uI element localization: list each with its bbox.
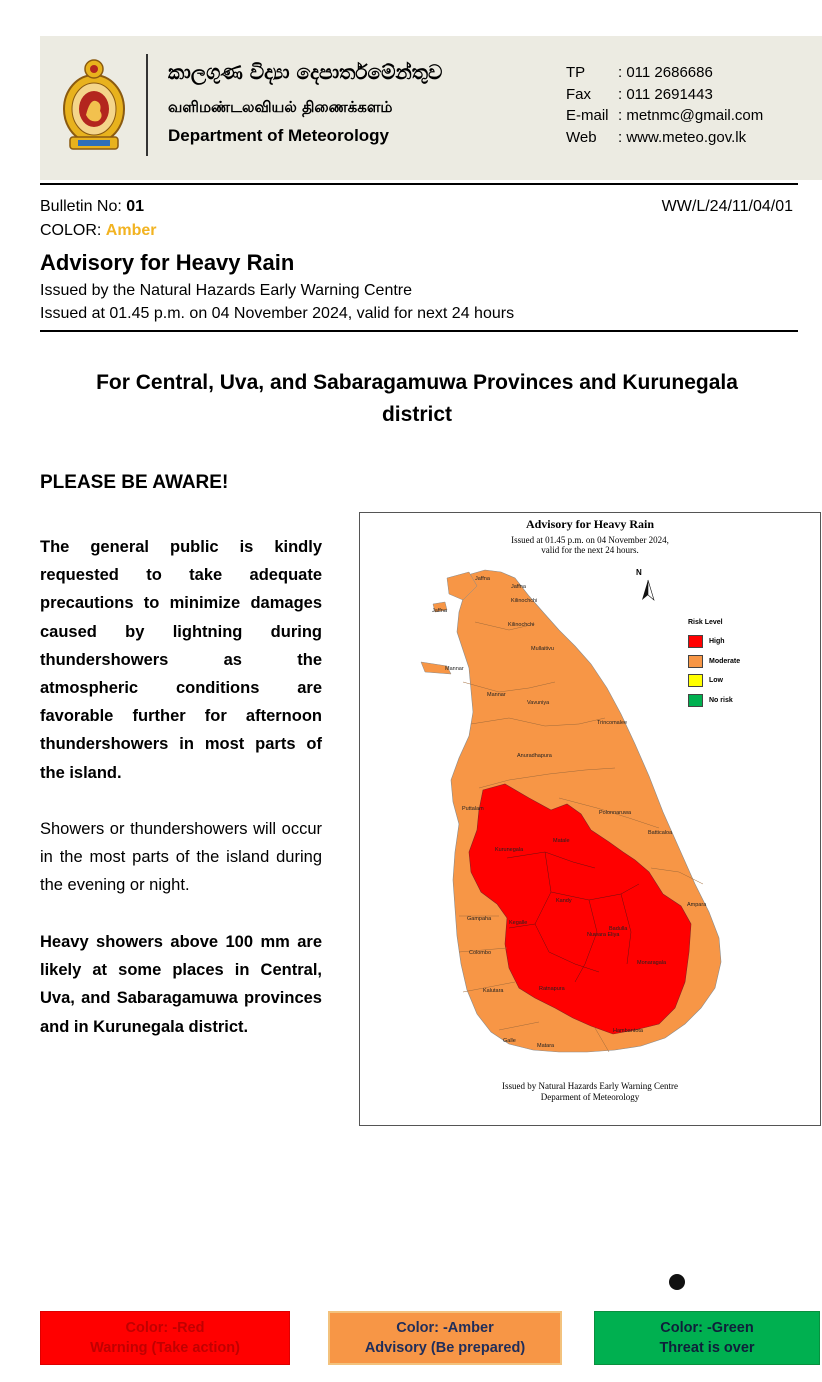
risk-map xyxy=(359,512,821,1126)
contact-web[interactable]: Web : www.meteo.gov.lk xyxy=(566,128,747,146)
label-kilinochchi-2: Kilinochchi xyxy=(508,622,535,628)
label-kegalle: Kegalle xyxy=(509,920,528,926)
map-legend xyxy=(688,619,740,710)
color-key-amber: Color: -Amber Advisory (Be prepared) xyxy=(328,1311,562,1365)
bottom-rule xyxy=(40,330,798,332)
issued-at: Issued at 01.45 p.m. on 04 November 2024, valid for next 24 hours xyxy=(40,305,515,322)
label-matale: Matale xyxy=(553,838,570,844)
advisory-title: Advisory for Heavy Rain xyxy=(40,250,295,275)
label-kurunegala: Kurunegala xyxy=(495,847,524,853)
aware-heading: PLEASE BE AWARE! xyxy=(40,472,229,493)
sri-lanka-emblem-icon xyxy=(60,55,128,153)
label-anuradhapura: Anuradhapura xyxy=(517,753,552,759)
contact-block xyxy=(566,62,763,148)
map-subtitle: Issued at 01.45 p.m. on 04 November 2024, valid for the next 24 hours. xyxy=(511,535,669,555)
paragraph-heavy-showers: Heavy showers above 100 mm are likely at some places in Central, Uva, and Sabaragamuwa provinces and in Kurunegala district. xyxy=(40,933,322,1036)
department-name-english: Department of Meteorology xyxy=(168,126,390,145)
label-hambantota: Hambantota xyxy=(613,1028,643,1034)
legend-item-moderate: Moderate xyxy=(688,652,740,672)
label-colombo: Colombo xyxy=(469,950,492,956)
bulletin-number: Bulletin No: 01 xyxy=(40,198,145,215)
contact-tp: TP : 011 2686686 xyxy=(566,64,713,81)
header-divider xyxy=(146,54,148,156)
legend-item-no-risk: No risk xyxy=(688,691,740,711)
label-jaffna-3: Jaffna xyxy=(432,608,447,614)
label-mannar-2: Mannar xyxy=(487,692,506,698)
label-nuwara-eliya: Nuwara Eliya xyxy=(587,932,620,938)
bulletin-color: COLOR: Amber xyxy=(40,222,157,239)
label-jaffna-1: Jaffna xyxy=(475,576,490,582)
label-kalutara: Kalutara xyxy=(483,988,504,994)
bulletin-reference: WW/L/24/11/04/01 xyxy=(661,198,793,215)
department-name-tamil: வளிமண்டலவியல் திணைக்களம் xyxy=(168,98,393,116)
label-matara: Matara xyxy=(537,1043,555,1049)
color-key-green: Color: -Green Threat is over xyxy=(594,1311,820,1365)
legend-item-low: Low xyxy=(688,671,740,691)
label-kilinochchi-1: Kilinochchi xyxy=(511,598,538,604)
label-badulla: Badulla xyxy=(609,926,628,932)
label-mannar-1: Mannar xyxy=(445,666,464,672)
map-footer: Issued by Natural Hazards Early Warning Centre Deparment of Meteorology xyxy=(501,1081,679,1102)
label-ratnapura: Ratnapura xyxy=(539,986,565,992)
department-name-sinhala: කාලගුණ විද්‍යා දෙපාර්තමේන්තුව xyxy=(168,60,443,84)
label-batticaloa: Batticaloa xyxy=(648,830,673,836)
color-key-red: Color: -Red Warning (Take action) xyxy=(40,1311,290,1365)
north-label: N xyxy=(636,568,642,577)
bullet-dot xyxy=(669,1274,685,1290)
top-rule xyxy=(40,183,798,185)
region-heading: For Central, Uva, and Sabaragamuwa Provinces and Kurunegala district xyxy=(96,371,738,426)
label-galle: Galle xyxy=(503,1038,516,1044)
label-vavuniya: Vavuniya xyxy=(527,700,550,706)
contact-fax: Fax : 011 2691443 xyxy=(566,85,713,103)
paragraph-lightning: The general public is kindly requested to take adequate precautions to minimize damages caused by lightning during thundershowers as the atmospheric conditions are favorable further for afternoon thundershowers in most parts of the island. xyxy=(40,538,322,782)
label-monaragala: Monaragala xyxy=(637,960,667,966)
paragraph-showers: Showers or thundershowers will occur in the most parts of the island during the evening or night. xyxy=(40,820,322,895)
label-trincomalee: Trincomalee xyxy=(597,720,628,726)
legend-item-high: High xyxy=(688,632,740,652)
north-arrow-icon xyxy=(642,580,654,600)
legend-title: Risk Level xyxy=(688,619,723,626)
label-jaffna-2: Jaffna xyxy=(511,584,526,590)
label-gampaha: Gampaha xyxy=(467,916,492,922)
issued-by: Issued by the Natural Hazards Early Warning Centre xyxy=(40,282,413,299)
map-title: Advisory for Heavy Rain xyxy=(525,517,655,531)
label-puttalam: Puttalam xyxy=(462,806,484,812)
label-kandy: Kandy xyxy=(556,898,572,904)
label-polonnaruwa: Polonnaruwa xyxy=(599,810,632,816)
label-ampara: Ampara xyxy=(687,902,707,908)
label-mullaitivu: Mullaitivu xyxy=(531,646,554,652)
contact-email[interactable]: E-mail : metnmc@gmail.com xyxy=(566,107,764,124)
